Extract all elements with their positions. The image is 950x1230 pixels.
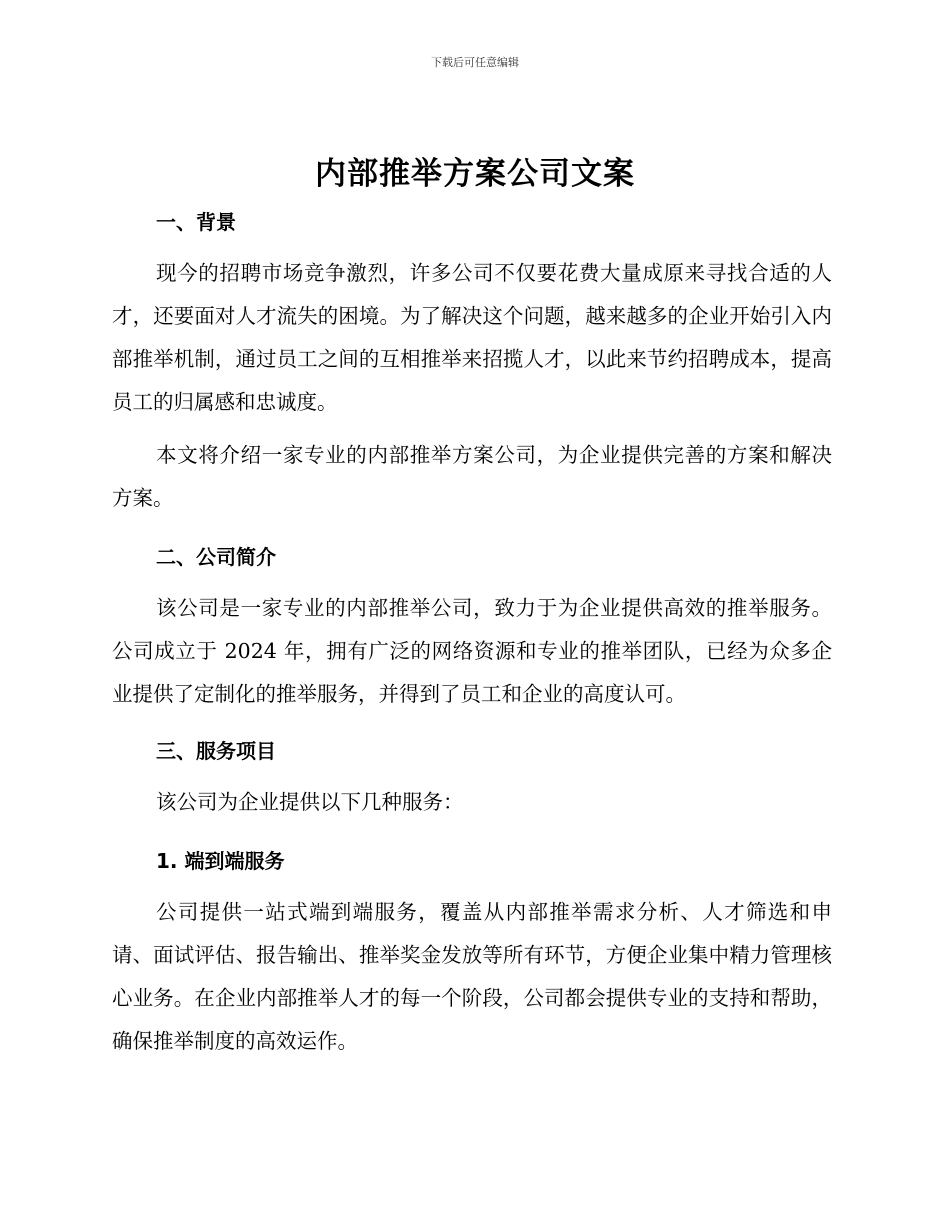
paragraph-company-intro: 该公司是一家专业的内部推举公司，致力于为企业提供高效的推举服务。公司成立于 2024 年，拥有广泛的网络资源和专业的推举团队，已经为众多企业提供了定制化的推举服务，并得到了员工和企业的高度认可。 bbox=[112, 596, 832, 706]
paragraph-services-intro: 该公司为企业提供以下几种服务： bbox=[156, 790, 464, 814]
paragraph-background-2: 本文将介绍一家专业的内部推举方案公司，为企业提供完善的方案和解决方案。 bbox=[112, 443, 832, 510]
paragraph-end-to-end: 公司提供一站式端到端服务，覆盖从内部推举需求分析、人才筛选和申请、面试评估、报告输出、推举奖金发放等所有环节，方便企业集中精力管理核心业务。在企业内部推举人才的每一个阶段，公司都会提供专业的支持和帮助，确保推举制度的高效运作。 bbox=[112, 900, 832, 1053]
page-header: 下载后可任意编辑 bbox=[431, 56, 519, 69]
section-heading-company-intro: 二、公司简介 bbox=[156, 545, 276, 569]
section-heading-background: 一、背景 bbox=[156, 210, 236, 234]
subsection-heading-end-to-end: 1. 端到端服务 bbox=[156, 849, 285, 873]
document-title: 内部推举方案公司文案 bbox=[315, 156, 635, 192]
paragraph-background-1: 现今的招聘市场竞争激烈，许多公司不仅要花费大量成原来寻找合适的人才，还要面对人才流失的困境。为了解决这个问题，越来越多的企业开始引入内部推举机制，通过员工之间的互相推举来招揽人才，以此来节约招聘成本，提高员工的归属感和忠诚度。 bbox=[112, 261, 832, 414]
section-heading-services: 三、服务项目 bbox=[156, 739, 276, 763]
